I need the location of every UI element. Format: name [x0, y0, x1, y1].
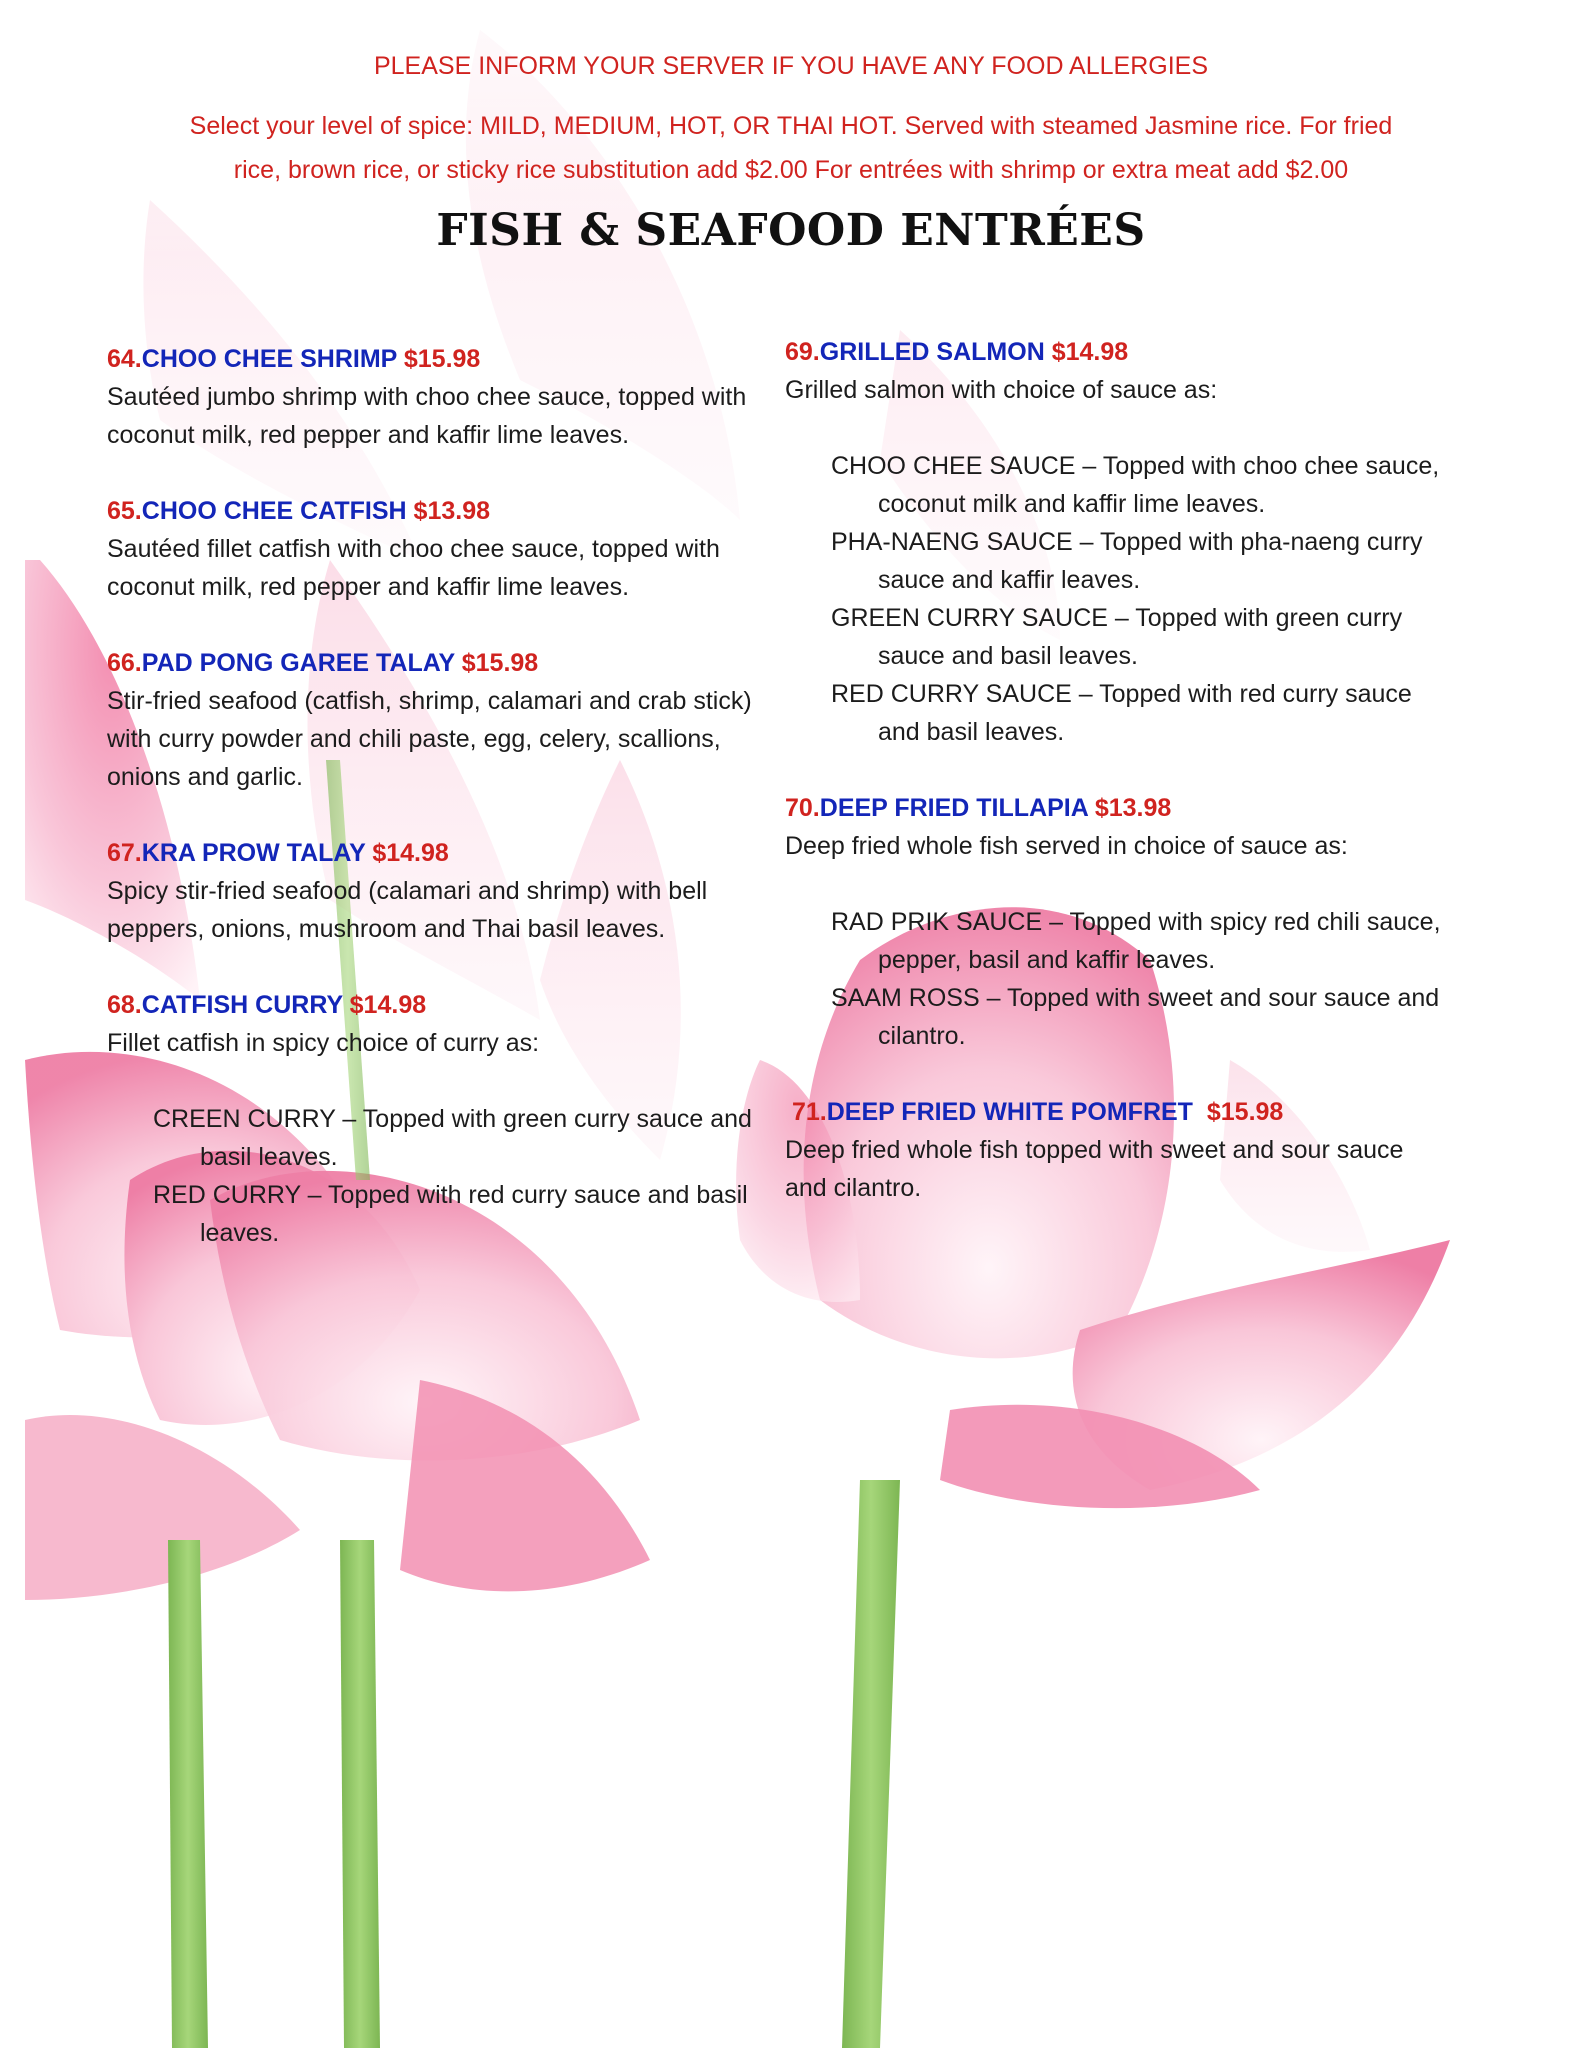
item-name: CHOO CHEE SHRIMP — [141, 345, 397, 373]
item-price: $14.98 — [349, 991, 427, 1019]
item-number: 66. — [107, 649, 142, 677]
item-number: 71. — [791, 1098, 827, 1126]
sauce-option: RED CURRY – Topped with red curry sauce and basil leaves. — [153, 1181, 748, 1247]
allergy-notice: PLEASE INFORM YOUR SERVER IF YOU HAVE ANY FOOD ALLERGIES — [373, 52, 1209, 80]
menu-item — [785, 1093, 1445, 1207]
menu-item-title — [785, 789, 1445, 827]
sauce-option: SAAM ROSS – Topped with sweet and sour sauce and cilantro. — [831, 984, 1440, 1050]
item-number: 65. — [107, 497, 142, 525]
item-number: 69. — [785, 338, 820, 366]
sauce-option: RAD PRIK SAUCE – Topped with spicy red chili sauce, pepper, basil and kaffir leaves. — [831, 908, 1441, 974]
item-number: 64. — [107, 345, 142, 373]
item-number: 68. — [107, 991, 142, 1019]
menu-item — [107, 340, 767, 454]
spice-notice-line-2: rice, brown rice, or sticky rice substitution add $2.00 For entrées with shrimp or extra meat add $2.00 — [233, 156, 1349, 184]
menu-item — [107, 986, 767, 1252]
sauce-option: CREEN CURRY – Topped with green curry sauce and basil leaves. — [153, 1105, 752, 1171]
sauce-option: GREEN CURRY SAUCE – Topped with green curry sauce and basil leaves. — [831, 604, 1403, 670]
sauce-option: PHA-NAENG SAUCE – Topped with pha-naeng curry sauce and kaffir leaves. — [831, 528, 1423, 594]
menu-item-title — [107, 986, 767, 1024]
menu-item-title — [107, 340, 767, 378]
menu-item-title — [107, 492, 767, 530]
sauce-options — [785, 903, 1445, 1055]
right-menu-column — [785, 333, 1445, 1245]
item-name: KRA PROW TALAY — [141, 839, 366, 867]
item-description: Grilled salmon with choice of sauce as: — [785, 376, 1218, 404]
item-price: $15.98 — [1206, 1098, 1284, 1126]
sauce-options — [107, 1100, 767, 1252]
menu-item — [107, 644, 767, 796]
item-name: PAD PONG GAREE TALAY — [141, 649, 455, 677]
spice-notice — [100, 104, 1482, 192]
menu-item — [107, 492, 767, 606]
item-price: $13.98 — [413, 497, 491, 525]
menu-item-title — [785, 1093, 1445, 1131]
item-description: Deep fried whole fish topped with sweet and sour sauce and cilantro. — [785, 1136, 1404, 1202]
item-name: DEEP FRIED WHITE POMFRET — [826, 1098, 1193, 1126]
menu-item-title — [107, 644, 767, 682]
menu-item — [107, 834, 767, 948]
left-menu-column — [107, 340, 767, 1290]
item-description: Spicy stir-fried seafood (calamari and shrimp) with bell peppers, onions, mushroom and Thai basil leaves. — [107, 877, 708, 943]
item-number: 70. — [785, 794, 820, 822]
item-price: $15.98 — [403, 345, 481, 373]
sauce-option: CHOO CHEE SAUCE – Topped with choo chee sauce, coconut milk and kaffir lime leaves. — [831, 452, 1440, 518]
item-number: 67. — [107, 839, 142, 867]
menu-item — [785, 333, 1445, 751]
item-price: $14.98 — [1051, 338, 1129, 366]
sauce-option: RED CURRY SAUCE – Topped with red curry sauce and basil leaves. — [831, 680, 1412, 746]
item-price: $13.98 — [1094, 794, 1172, 822]
item-name: GRILLED SALMON — [819, 338, 1045, 366]
item-name: DEEP FRIED TILLAPIA — [819, 794, 1088, 822]
item-price: $14.98 — [372, 839, 449, 867]
item-name: CHOO CHEE CATFISH — [141, 497, 407, 525]
item-description: Sautéed fillet catfish with choo chee sauce, topped with coconut milk, red pepper and kaffir lime leaves. — [107, 535, 720, 601]
menu-item-title — [107, 834, 767, 872]
item-name: CATFISH CURRY — [141, 991, 343, 1019]
item-description: Stir-fried seafood (catfish, shrimp, calamari and crab stick) with curry powder and chili paste, egg, celery, scallions, onions and garlic. — [107, 687, 752, 791]
menu-item-title — [785, 333, 1445, 371]
item-price: $15.98 — [461, 649, 539, 677]
menu-item — [785, 789, 1445, 1055]
item-description: Deep fried whole fish served in choice of sauce as: — [785, 832, 1348, 860]
item-description: Fillet catfish in spicy choice of curry as: — [107, 1029, 540, 1057]
page-title: FISH & SEAFOOD ENTRÉES — [436, 205, 1146, 256]
spice-notice-line-1: Select your level of spice: MILD, MEDIUM, HOT, OR THAI HOT. Served with steamed Jasmine rice. For fried — [189, 112, 1393, 140]
item-description: Sautéed jumbo shrimp with choo chee sauce, topped with coconut milk, red pepper and kaffir lime leaves. — [107, 383, 747, 449]
sauce-options — [785, 447, 1445, 751]
